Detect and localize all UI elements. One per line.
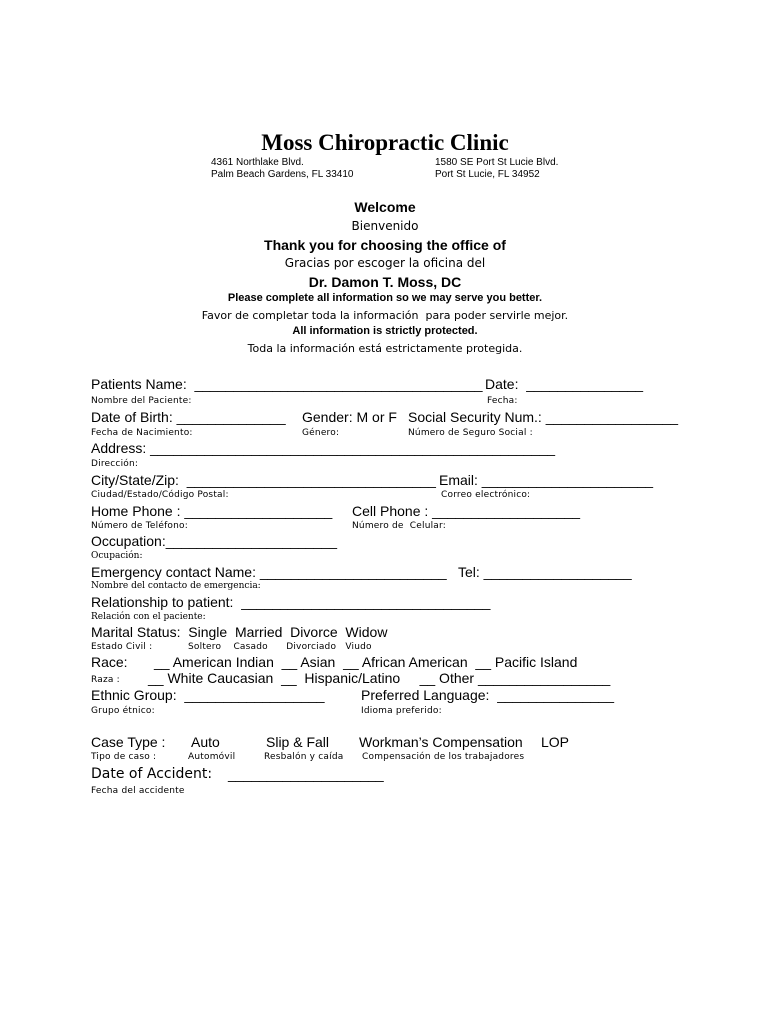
relationship-es: Relación con el paciente:: [91, 612, 206, 622]
home-phone-field[interactable]: Home Phone : ___________________: [91, 503, 333, 519]
race-options-line1[interactable]: __ American Indian __ Asian __ African American __ Pacific Island: [154, 654, 578, 670]
occupation-field[interactable]: Occupation:______________________: [91, 533, 338, 549]
city-es: Ciudad/Estado/Código Postal:: [91, 490, 229, 500]
case-workman-es: Compensación de los trabajadores: [362, 752, 525, 762]
thanks-es: Gracias por escoger la oficina del: [284, 256, 486, 270]
case-slip-option[interactable]: Slip & Fall: [266, 734, 330, 750]
case-auto-es: Automóvil: [188, 752, 236, 762]
race-label: Race:: [91, 654, 128, 670]
complete-notice-es: Favor de completar toda la información para poder servirle mejor.: [201, 309, 569, 322]
accident-date-field[interactable]: ____________________: [228, 766, 384, 782]
emergency-contact-field[interactable]: Emergency contact Name: ________________________: [91, 564, 447, 580]
office1-line1: 4361 Northlake Blvd.: [211, 157, 304, 168]
occupation-es: Ocupación:: [91, 551, 143, 561]
ssn-field[interactable]: Social Security Num.: _________________: [408, 409, 679, 425]
emergency-es: Nombre del contacto de emergencia:: [91, 581, 261, 591]
case-slip-es: Resbalón y caída: [264, 752, 344, 762]
complete-notice: Please complete all information so we may serve you better.: [227, 292, 543, 304]
cell-phone-field[interactable]: Cell Phone : ___________________: [352, 503, 581, 519]
emergency-tel-field[interactable]: Tel: ___________________: [458, 564, 632, 580]
ssn-es: Número de Seguro Social :: [408, 428, 533, 438]
thanks-heading: Thank you for choosing the office of: [264, 237, 506, 253]
patient-name-field[interactable]: Patients Name: _____________________________________: [91, 376, 483, 392]
preferred-language-field[interactable]: Preferred Language: _______________: [361, 687, 614, 703]
patient-name-es: Nombre del Paciente:: [91, 396, 192, 406]
case-type-label: Case Type :: [91, 734, 166, 750]
gender-es: Género:: [302, 428, 340, 438]
welcome-es: Bienvenido: [351, 219, 419, 233]
email-es: Correo electrónico:: [441, 490, 531, 500]
protected-notice-es: Toda la información está estrictamente protegida.: [247, 342, 523, 355]
marital-es-options: Soltero Casado Divorciado Viudo: [188, 642, 372, 652]
ethnic-group-field[interactable]: Ethnic Group: __________________: [91, 687, 325, 703]
cell-phone-es: Número de Celular:: [352, 521, 446, 531]
relationship-field[interactable]: Relationship to patient: ________________________________: [91, 594, 491, 610]
address-field[interactable]: Address: ____________________________________________________: [91, 440, 556, 456]
race-es: Raza :: [91, 675, 120, 685]
protected-notice: All information is strictly protected.: [292, 325, 478, 337]
welcome-heading: Welcome: [354, 199, 416, 215]
date-es: Fecha:: [487, 396, 518, 406]
marital-es-label: Estado Civil :: [91, 642, 153, 652]
dob-field[interactable]: Date of Birth: ______________: [91, 409, 286, 425]
doctor-name: Dr. Damon T. Moss, DC: [308, 274, 462, 290]
race-options-line2[interactable]: __ White Caucasian __ Hispanic/Latino __ Other _________________: [148, 670, 611, 686]
office2-line2: Port St Lucie, FL 34952: [435, 169, 540, 180]
dob-es: Fecha de Nacimiento:: [91, 428, 193, 438]
city-state-zip-field[interactable]: City/State/Zip: ________________________________: [91, 472, 436, 488]
home-phone-es: Número de Teléfono:: [91, 521, 188, 531]
clinic-name: Moss Chiropractic Clinic: [261, 130, 509, 155]
marital-status-field[interactable]: Marital Status: Single Married Divorce Widow: [91, 624, 388, 640]
case-type-es: Tipo de caso :: [91, 752, 157, 762]
case-lop-option[interactable]: LOP: [541, 734, 570, 750]
office2-line1: 1580 SE Port St Lucie Blvd.: [435, 157, 559, 168]
address-es: Dirección:: [91, 459, 139, 469]
accident-date-label: Date of Accident:: [91, 766, 213, 782]
case-auto-option[interactable]: Auto: [191, 734, 220, 750]
ethnic-es: Grupo étnico:: [91, 706, 155, 716]
gender-field[interactable]: Gender: M or F: [302, 409, 397, 425]
accident-date-es: Fecha del accidente: [91, 786, 185, 796]
case-workman-option[interactable]: Workman’s Compensation: [359, 734, 523, 750]
language-es: Idioma preferido:: [361, 706, 442, 716]
date-field[interactable]: Date: _______________: [485, 376, 644, 392]
office1-line2: Palm Beach Gardens, FL 33410: [211, 169, 354, 180]
email-field[interactable]: Email: ______________________: [439, 472, 654, 488]
